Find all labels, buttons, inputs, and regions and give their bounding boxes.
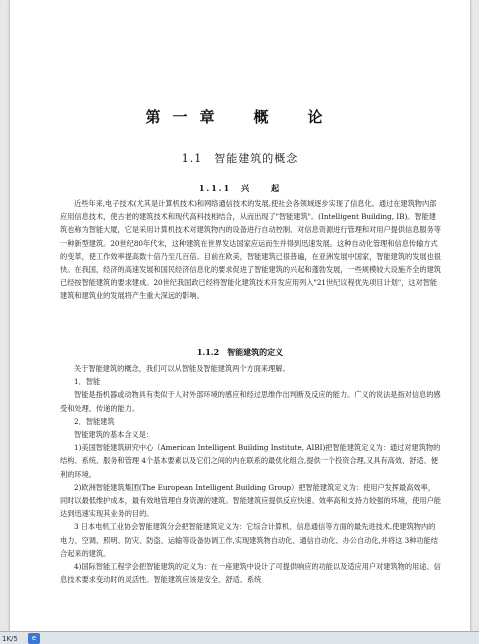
page-indicator[interactable]: 1K/5 [2, 635, 18, 643]
viewer-margin-right [470, 0, 479, 644]
paragraph: 关于智能建筑的概念，我们可以从智能及智能建筑两个方面来理解。 [74, 364, 290, 373]
paragraph-block-1 [60, 197, 442, 303]
browser-icon[interactable]: e [28, 633, 40, 644]
subsection-title-1: 1.1.1 兴 起 [198, 183, 282, 193]
subsection-title-2: 1.1.2 智能建筑的定义 [196, 347, 284, 357]
paragraph: 4)国际智能工程学会把智能建筑的定义为：在一座建筑中设计了可提供响应的功能以及适应用户对建筑物的用途、信息技术要求变动时的灵活性。智能建筑应该是安全、舒适、系统 [60, 562, 441, 585]
chapter-title: 第一章 概 论 [145, 108, 335, 126]
paragraph-block-2 [60, 362, 442, 586]
paragraph: 近些年来,电子技术(尤其是计算机技术)和网络通信技术的发展,使社会各领域逐步实现了信息化。通过在建筑物内部应用信息技术，使古老的建筑技术和现代高科技相结合，从而出现了"智能建筑"。(Intelligent Building, IB)。智能建筑也称为智能大厦，它是采用计算机技术对建筑物内的设备进行自动控制、对信息资源进行管理和对用户提供信息服务等一种新型建筑。20世纪80年代末，这种建筑在世界发达国家应运而生并得到迅速发展。这种自动化管理和信息传输方式的变革，使工作效率提高数十倍乃至几百倍。目前在欧美，智能建筑已很普遍，在亚洲发展中国家，智能建筑的发展也很快。在我国，经济的高速发展和国民经济信息化的要求促进了智能建筑的兴起和蓬勃发展，一些规模较大设施齐全的建筑已经按智能建筑的要求建成。20世纪我国政已经将智能化建筑技术开发应用列入"21世纪议程优先项目计划"，这对智能建筑和建筑业的发展将产生重大深远的影响。 [60, 199, 441, 301]
paragraph: 智能是指机器或动物具有类似于人对外部环境的感应和经过思维作出判断及反应的能力。广义的说法是指对信息的感受和处理、传递的能力。 [60, 390, 441, 413]
paragraph: 1)美国智能建筑研究中心（American Intelligent Building Institute, AIBI)把智能建筑定义为：通过对建筑物的结构、系统、服务和管理 4个基本要素以及它们之间的内在联系的最优化组合,提供一个投资合理,又具有高效、舒适、便利的环境。 [60, 443, 441, 479]
section-title: 1.1 智能建筑的概念 [181, 152, 299, 165]
viewer-margin-left [0, 0, 10, 644]
document-page [10, 0, 470, 632]
paragraph: 2)欧洲智能建筑集团(The European Intelligent Building Group）把智能建筑定义为：使用户发挥最高效率，同时以最低维护成本，最有效地管理自身资源的建筑。智能建筑应提供反应快速、效率高和支持力较强的环境，使用户能达到迅速实现其业务的目的。 [60, 482, 441, 519]
paragraph: 智能建筑的基本含义是： [74, 430, 154, 440]
paragraph: 3 日本电机工业协会智能建筑分会把智能建筑定义为：它综合计算机、信息通信等方面的最先进技术,使建筑物内的电力、空调、照明、防灾、防盗、运输等设备协调工作,实现建筑物自动化、通信自动化、办公自动化,并将这 3种功能结合起来的建筑。 [60, 522, 438, 558]
status-bar [0, 631, 479, 644]
paragraph: 1．智能 [74, 377, 101, 387]
paragraph: 2．智能建筑 [74, 416, 115, 426]
